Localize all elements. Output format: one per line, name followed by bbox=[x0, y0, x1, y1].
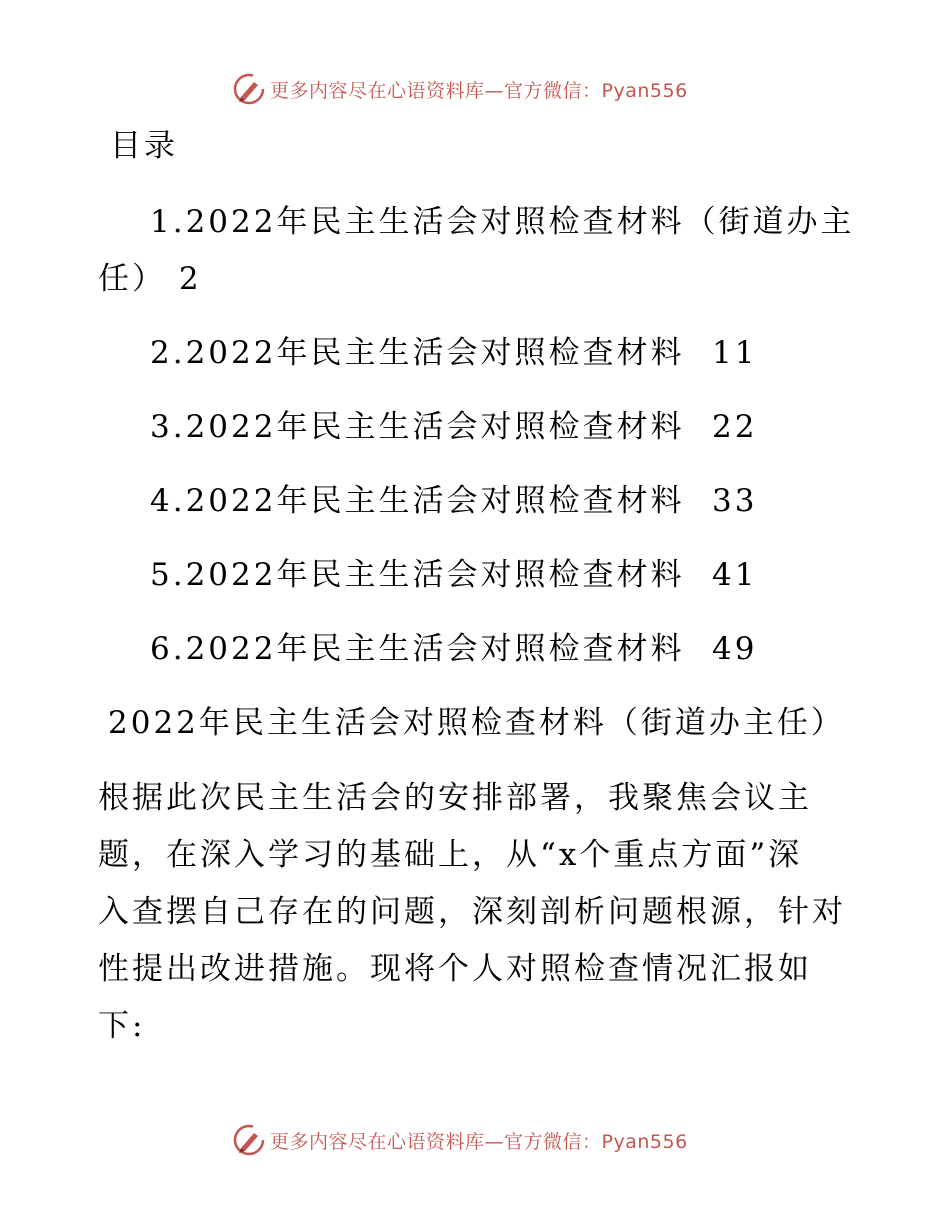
toc-item-label: 6.2022年民主生活会对照检查材料 bbox=[150, 631, 685, 667]
body-line: 下: bbox=[98, 1008, 146, 1044]
toc-item-6[interactable] bbox=[150, 629, 758, 669]
toc-item-1-continued[interactable]: 任） 2 bbox=[98, 261, 202, 297]
pen-seal-icon bbox=[232, 72, 266, 106]
toc-item-2[interactable] bbox=[150, 333, 758, 373]
toc-item-label: 5.2022年民主生活会对照检查材料 bbox=[150, 557, 685, 593]
body-line: 根据此次民主生活会的安排部署，我聚焦会议主 bbox=[98, 780, 812, 816]
body-line: 入查摆自己存在的问题，深刻剖析问题根源，针对 bbox=[98, 894, 846, 930]
toc-item-page: 49 bbox=[712, 631, 758, 667]
body-line: 性提出改进措施。现将个人对照检查情况汇报如 bbox=[98, 951, 812, 987]
watermark-text: 更多内容尽在心语资料库—官方微信：Pyan556 bbox=[270, 1130, 688, 1153]
toc-item-page: 41 bbox=[712, 557, 758, 593]
footer-watermark bbox=[232, 1123, 688, 1157]
toc-item-5[interactable] bbox=[150, 555, 758, 595]
toc-item-page: 33 bbox=[712, 483, 758, 519]
toc-item-page: 22 bbox=[712, 409, 758, 445]
pen-seal-icon bbox=[232, 1123, 266, 1157]
toc-item-label: 4.2022年民主生活会对照检查材料 bbox=[150, 483, 685, 519]
toc-item-1[interactable]: 1.2022年民主生活会对照检查材料（街道办主 bbox=[150, 204, 855, 240]
toc-item-3[interactable] bbox=[150, 407, 758, 447]
toc-title: 目录 bbox=[110, 128, 178, 164]
watermark-text: 更多内容尽在心语资料库—官方微信：Pyan556 bbox=[270, 79, 688, 102]
section-title: 2022年民主生活会对照检查材料（街道办主任） bbox=[108, 705, 845, 741]
toc-item-label: 2.2022年民主生活会对照检查材料 bbox=[150, 335, 685, 371]
header-watermark bbox=[232, 72, 688, 106]
toc-item-4[interactable] bbox=[150, 481, 758, 521]
toc-item-label: 3.2022年民主生活会对照检查材料 bbox=[150, 409, 685, 445]
body-line: 题，在深入学习的基础上，从“x个重点方面”深 bbox=[98, 837, 803, 873]
toc-item-page: 11 bbox=[712, 335, 758, 371]
